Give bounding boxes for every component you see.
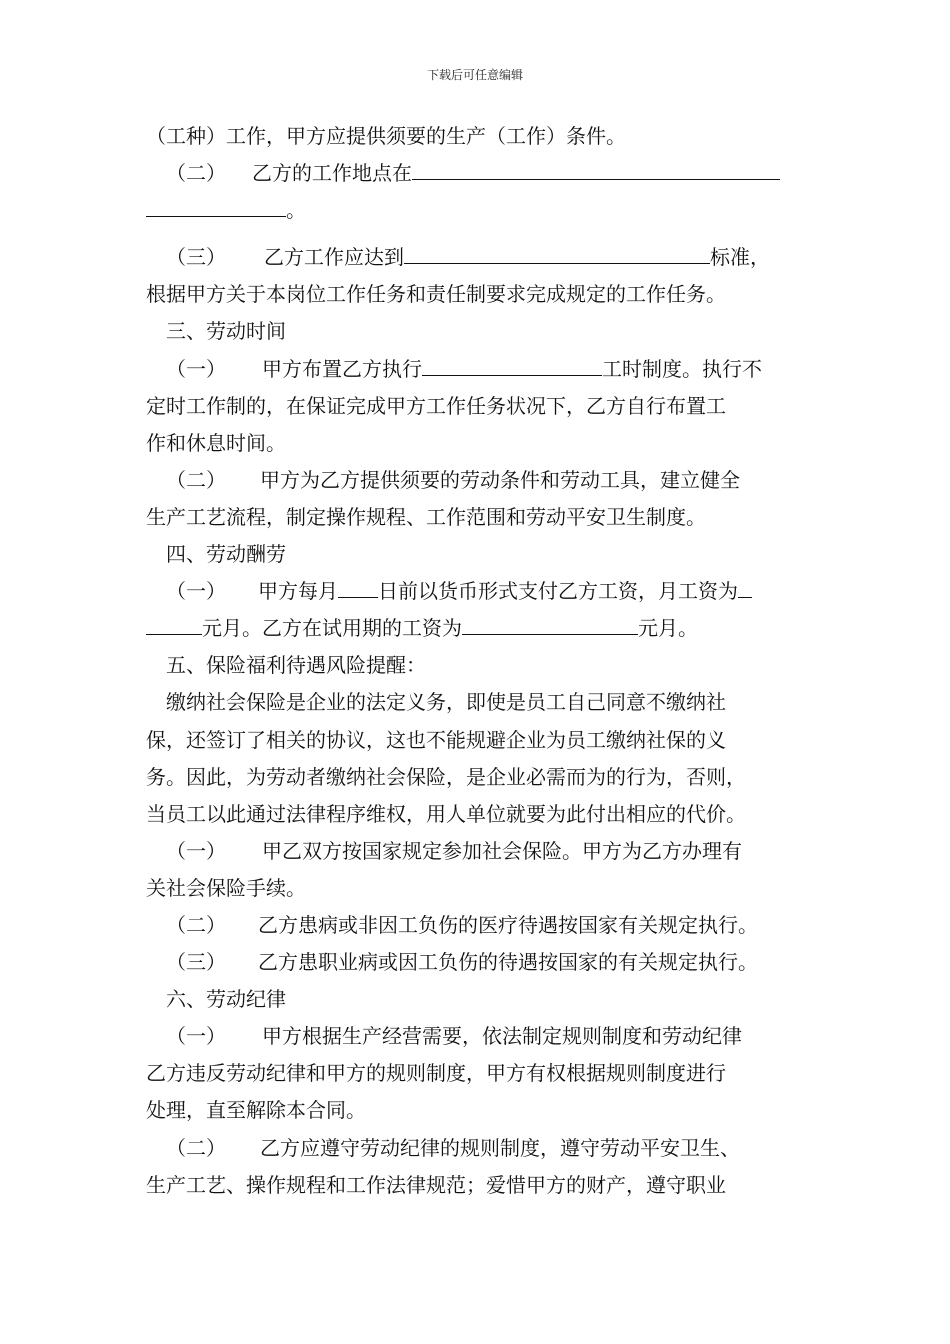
clause-4-1 bbox=[146, 573, 810, 610]
clause-6-1 bbox=[146, 1018, 810, 1055]
clause-number: （三） bbox=[166, 245, 226, 270]
text-line bbox=[146, 425, 810, 462]
clause-number: （一） bbox=[166, 356, 226, 381]
fill-blank-work-location[interactable] bbox=[412, 161, 780, 180]
line-text: 乙方工作应达到 bbox=[264, 245, 404, 270]
line-text: 元月。 bbox=[638, 616, 698, 641]
text-line bbox=[146, 1167, 810, 1204]
section-heading-3 bbox=[146, 313, 810, 350]
line-text: 乙方患职业病或因工负伤的待遇按国家的有关规定执行。 bbox=[258, 950, 758, 975]
line-text: 处理，直至解除本合同。 bbox=[146, 1098, 366, 1123]
line-text: 乙方患病或非因工负伤的医疗待遇按国家有关规定执行。 bbox=[258, 912, 758, 937]
text-line bbox=[146, 388, 810, 425]
line-text: 关社会保险手续。 bbox=[146, 875, 306, 900]
clause-number: （二） bbox=[166, 161, 226, 186]
line-text: 标准， bbox=[710, 245, 770, 270]
line-text: 生产工艺、操作规程和工作法律规范；爱惜甲方的财产，遵守职业 bbox=[146, 1172, 726, 1197]
clause-5-3 bbox=[146, 944, 810, 981]
text-line bbox=[146, 1055, 810, 1092]
line-text: 当员工以此通过法律程序维权，用人单位就要为此付出相应的代价。 bbox=[146, 801, 746, 826]
text-line bbox=[146, 759, 810, 796]
text-line bbox=[146, 1092, 810, 1129]
section-heading-6 bbox=[146, 981, 810, 1018]
line-text: 元月。乙方在试用期的工资为 bbox=[202, 616, 462, 641]
fill-blank-monthly-salary-cont[interactable] bbox=[146, 616, 202, 635]
clause-number: （二） bbox=[166, 1135, 226, 1160]
clause-5-1 bbox=[146, 833, 810, 870]
section-title: 六、劳动纪律 bbox=[166, 987, 286, 1012]
line-text: 甲方每月 bbox=[258, 579, 338, 604]
section-title: 四、劳动酬劳 bbox=[166, 542, 286, 567]
fill-blank-monthly-salary[interactable] bbox=[738, 579, 752, 598]
text-line bbox=[146, 796, 810, 833]
text-line bbox=[146, 610, 810, 647]
line-text: 作和休息时间。 bbox=[146, 430, 286, 455]
section-heading-4 bbox=[146, 536, 810, 573]
text-line bbox=[146, 192, 810, 229]
line-text: 根据甲方关于本岗位工作任务和责任制要求完成规定的工作任务。 bbox=[146, 282, 726, 307]
line-text: 甲方为乙方提供须要的劳动条件和劳动工具，建立健全 bbox=[260, 467, 740, 492]
clause-3-2 bbox=[146, 462, 810, 499]
document-body bbox=[146, 118, 810, 1204]
line-text: 缴纳社会保险是企业的法定义务，即使是员工自己同意不缴纳社 bbox=[166, 690, 726, 715]
clause-2-3 bbox=[146, 239, 810, 276]
clause-number: （一） bbox=[166, 838, 226, 863]
line-text: 乙方违反劳动纪律和甲方的规则制度，甲方有权根据规则制度进行 bbox=[146, 1061, 726, 1086]
line-text: （工种）工作，甲方应提供须要的生产（工作）条件。 bbox=[146, 124, 626, 148]
fill-blank-probation-salary[interactable] bbox=[462, 616, 638, 635]
clause-6-2 bbox=[146, 1130, 810, 1167]
line-text: 保，还签订了相关的协议，这也不能规避企业为员工缴纳社保的义 bbox=[146, 727, 726, 752]
clause-3-1 bbox=[146, 351, 810, 388]
clause-number: （三） bbox=[166, 950, 226, 975]
line-text: 乙方应遵守劳动纪律的规则制度，遵守劳动平安卫生、 bbox=[260, 1135, 740, 1160]
fill-blank-work-standard[interactable] bbox=[404, 245, 710, 264]
line-text: 工时制度。执行不 bbox=[602, 356, 762, 381]
line-text: 。 bbox=[286, 198, 306, 223]
clause-number: （一） bbox=[166, 579, 226, 604]
page-header: 下载后可任意编辑 bbox=[426, 68, 523, 82]
line-text: 生产工艺流程，制定操作规程、工作范围和劳动平安卫生制度。 bbox=[146, 504, 706, 529]
fill-blank-work-location-cont[interactable] bbox=[146, 198, 286, 217]
clause-2-2 bbox=[146, 155, 810, 192]
section-title: 五、保险福利待遇风险提醒： bbox=[166, 653, 426, 678]
line-text: 定时工作制的，在保证完成甲方工作任务状况下，乙方自行布置工 bbox=[146, 393, 726, 418]
clause-5-2 bbox=[146, 907, 810, 944]
fill-blank-pay-day[interactable] bbox=[338, 579, 378, 598]
line-text: 乙方的工作地点在 bbox=[252, 161, 412, 186]
text-line bbox=[146, 870, 810, 907]
text-line bbox=[146, 118, 810, 155]
text-line bbox=[146, 499, 810, 536]
clause-number: （二） bbox=[166, 467, 226, 492]
text-line bbox=[146, 684, 810, 721]
fill-blank-work-hours-system[interactable] bbox=[422, 357, 602, 376]
clause-number: （一） bbox=[166, 1024, 226, 1049]
line-text: 甲方根据生产经营需要，依法制定规则制度和劳动纪律 bbox=[262, 1024, 742, 1049]
line-text: 甲乙双方按国家规定参加社会保险。甲方为乙方办理有 bbox=[262, 838, 742, 863]
section-heading-5 bbox=[146, 647, 810, 684]
line-text: 日前以货币形式支付乙方工资，月工资为 bbox=[378, 579, 738, 604]
line-text: 甲方布置乙方执行 bbox=[262, 356, 422, 381]
section-title: 三、劳动时间 bbox=[166, 319, 286, 344]
clause-number: （二） bbox=[166, 912, 226, 937]
text-line bbox=[146, 722, 810, 759]
line-text: 务。因此，为劳动者缴纳社会保险，是企业必需而为的行为，否则， bbox=[146, 764, 746, 789]
text-line bbox=[146, 276, 810, 313]
